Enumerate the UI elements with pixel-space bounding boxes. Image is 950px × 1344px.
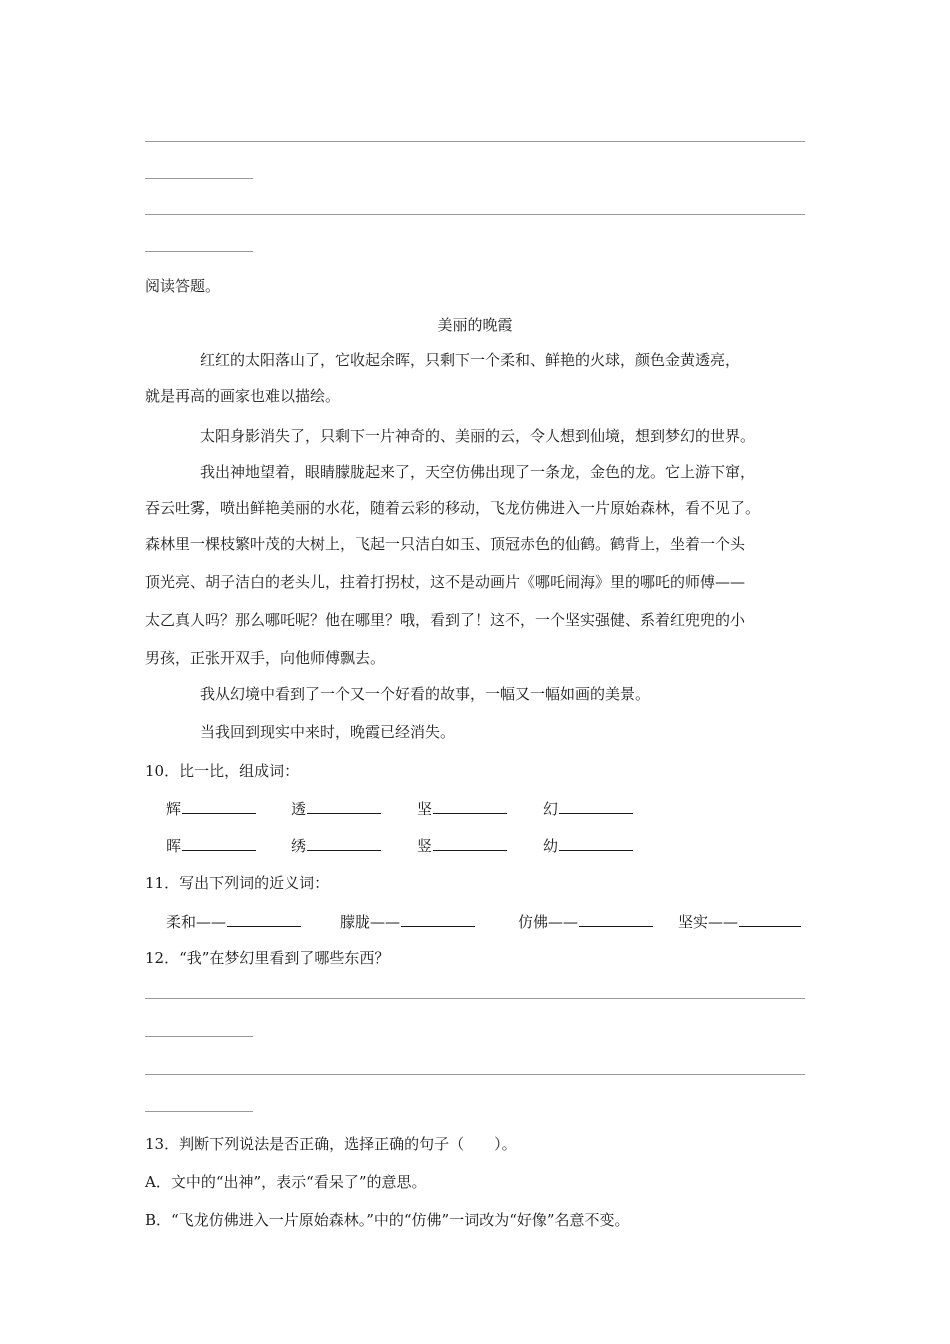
answer-line-short[interactable] [145,1036,253,1037]
character: 绣 [291,837,307,855]
word-blank [291,797,381,819]
synonym-blank [166,910,301,932]
fill-blank[interactable] [739,910,801,927]
answer-line-short [145,251,253,252]
fill-blank[interactable] [307,797,381,814]
passage-paragraph: 我从幻境中看到了一个又一个好看的故事，一幅又一幅如画的美景。 [200,685,651,703]
word-blank [417,797,507,819]
character: 透 [291,800,307,818]
option-a[interactable]: A．文中的“出神”，表示“看呆了”的意思。 [145,1173,427,1191]
word-blank [543,797,633,819]
passage-line: 森林里一棵枝繁叶茂的大树上，飞起一只洁白如玉、顶冠赤色的仙鹤。鹤背上，坐着一个头 [145,535,746,553]
character: 幼 [543,837,559,855]
question-13-prompt: 13．判断下列说法是否正确，选择正确的句子（ ）。 [145,1135,517,1153]
word-blank [543,834,633,856]
passage-line: 顶光亮、胡子洁白的老头儿，拄着打拐杖，这不是动画片《哪吒闹海》里的哪吒的师傅—— [145,573,746,591]
fill-blank[interactable] [559,834,633,851]
passage-paragraph: 当我回到现实中来时，晚霞已经消失。 [200,723,456,741]
character: 幻 [543,800,559,818]
answer-line-short [145,178,253,179]
word: 朦胧—— [340,913,401,931]
fill-blank[interactable] [401,910,475,927]
fill-blank[interactable] [182,834,256,851]
fill-blank[interactable] [433,834,507,851]
passage-title: 美丽的晚霞 [437,316,513,334]
option-b[interactable]: B．“飞龙仿佛进入一片原始森林。”中的“仿佛”一词改为“好像”名意不变。 [145,1211,630,1229]
fill-blank[interactable] [227,910,301,927]
answer-line[interactable] [145,1074,805,1075]
word-blank [166,797,256,819]
word-blank [417,834,507,856]
answer-line [145,214,805,215]
passage-paragraph: 太阳身影消失了，只剩下一片神奇的、美丽的云，令人想到仙境，想到梦幻的世界。 [200,427,756,445]
character: 竖 [417,837,433,855]
fill-blank[interactable] [307,834,381,851]
word: 柔和—— [166,913,227,931]
synonym-blank [518,910,653,932]
passage-line: 男孩，正张开双手，向他师傅飘去。 [145,649,386,667]
word: 仿佛—— [518,913,579,931]
answer-line[interactable] [145,998,805,999]
character: 坚 [417,800,433,818]
passage-paragraph: 红红的太阳落山了，它收起余晖，只剩下一个柔和、鲜艳的火球，颜色金黄透亮， [200,351,741,369]
question-11-prompt: 11．写出下列词的近义词： [145,874,330,892]
fill-blank[interactable] [433,797,507,814]
word-blank [291,834,381,856]
passage-paragraph: 我出神地望着，眼睛朦胧起来了，天空仿佛出现了一条龙，金色的龙。它上游下窜， [200,463,756,481]
word: 坚实—— [678,913,739,931]
section-label: 阅读答题。 [145,277,221,295]
character: 晖 [166,837,182,855]
passage-line: 就是再高的画家也难以描绘。 [145,387,341,405]
answer-line-short[interactable] [145,1111,253,1112]
synonym-blank [678,910,801,932]
synonym-blank [340,910,475,932]
character: 辉 [166,800,182,818]
fill-blank[interactable] [579,910,653,927]
question-10-prompt: 10．比一比，组成词： [145,762,300,780]
passage-line: 吞云吐雾，喷出鲜艳美丽的水花，随着云彩的移动，飞龙仿佛进入一片原始森林，看不见了。 [145,499,761,517]
fill-blank[interactable] [182,797,256,814]
word-blank [166,834,256,856]
passage-line: 太乙真人吗？那么哪吒呢？他在哪里？哦，看到了！这不，一个坚实强健、系着红兜兜的小 [145,611,746,629]
question-12-prompt: 12．“我”在梦幻里看到了哪些东西？ [145,949,390,967]
answer-line [145,141,805,142]
fill-blank[interactable] [559,797,633,814]
